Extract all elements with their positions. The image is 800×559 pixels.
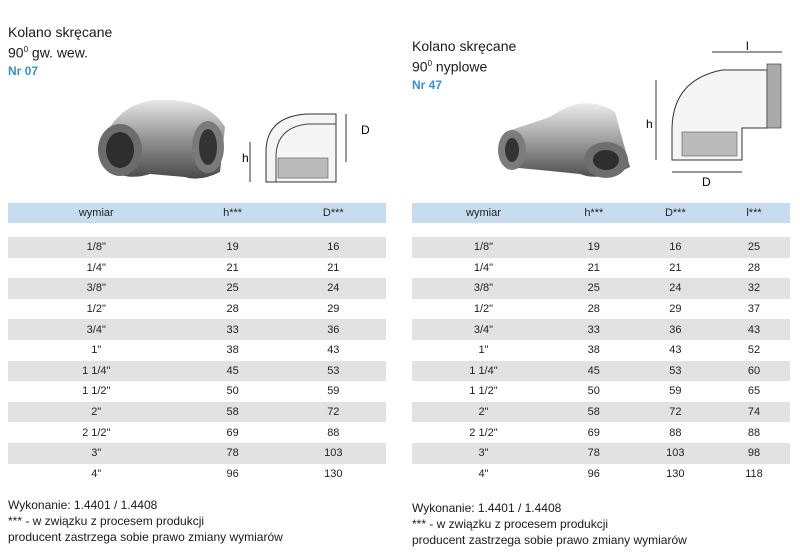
right-header-D: D***	[633, 203, 718, 223]
right-product-number: Nr 47	[412, 77, 443, 92]
left-header-h: h***	[185, 203, 281, 223]
left-footer-material: Wykonanie: 1.4401 / 1.4408	[8, 498, 158, 512]
left-title-line2: $90^0$ gw. wew.	[8, 44, 88, 61]
table-row: 1 1/2" 50 59	[8, 381, 386, 402]
table-row: 2" 58 72 74	[412, 402, 790, 423]
left-header-D: D***	[281, 203, 386, 223]
right-table-header-row	[412, 203, 790, 223]
right-footer	[412, 500, 687, 548]
elbow-nipple-photo	[490, 82, 640, 187]
table-row: 1" 38 43	[8, 340, 386, 361]
table-row: 1 1/2" 50 59 65	[412, 381, 790, 402]
table-row: 3" 78 103	[8, 443, 386, 464]
left-footer	[8, 497, 283, 545]
table-row: 1/8" 19 16	[8, 237, 386, 258]
table-row: 3/8" 25 24 32	[412, 278, 790, 299]
left-dimension-table	[8, 203, 386, 484]
left-footer-note2: producent zastrzega sobie prawo zmiany wymiarów	[8, 530, 283, 544]
right-l-label: l	[746, 40, 749, 53]
right-footer-note2: producent zastrzega sobie prawo zmiany wymiarów	[412, 533, 687, 547]
right-D-label: D	[702, 175, 711, 189]
right-title-line2: $90^0$ nyplowe	[412, 58, 488, 75]
right-title-line1: Kolano skręcane	[412, 38, 517, 54]
right-dimension-table	[412, 203, 790, 484]
right-header-l: l***	[718, 203, 790, 223]
right-header-wymiar: wymiar	[412, 203, 555, 223]
right-footer-material: Wykonanie: 1.4401 / 1.4408	[412, 501, 562, 515]
table-row: 3" 78 103 98	[412, 443, 790, 464]
left-title	[8, 24, 112, 80]
table-row: 1 1/4" 45 53 60	[412, 361, 790, 382]
table-row: 3/4" 33 36 43	[412, 319, 790, 340]
table-row: 1/2" 28 29	[8, 299, 386, 320]
table-row: 2" 58 72	[8, 402, 386, 423]
table-row: 2 1/2" 69 88	[8, 422, 386, 443]
left-title-line1: Kolano skręcane	[8, 24, 113, 40]
table-row: 1/4" 21 21	[8, 258, 386, 279]
table-row: 1/8" 19 16 25	[412, 237, 790, 258]
left-table-header-row	[8, 203, 386, 223]
table-row: 3/4" 33 36	[8, 319, 386, 340]
left-h-label: h	[242, 151, 249, 165]
table-row: 1/2" 28 29 37	[412, 299, 790, 320]
right-footer-note1: *** - w związku z procesem produkcji	[412, 517, 609, 531]
table-row: 3/8" 25 24	[8, 278, 386, 299]
elbow-female-drawing	[236, 102, 384, 190]
left-header-wymiar: wymiar	[8, 203, 185, 223]
table-row: 2 1/2" 69 88 88	[412, 422, 790, 443]
left-footer-note1: *** - w związku z procesem produkcji	[8, 514, 205, 528]
table-row: 1" 38 43 52	[412, 340, 790, 361]
left-product-number: Nr 07	[8, 63, 39, 78]
table-row: 1/4" 21 21 28	[412, 258, 790, 279]
table-row: 4" 96 130 118	[412, 464, 790, 485]
right-header-h: h***	[555, 203, 633, 223]
table-row: 1 1/4" 45 53	[8, 361, 386, 382]
elbow-nipple-drawing	[642, 40, 790, 192]
table-row: 4" 96 130	[8, 464, 386, 485]
elbow-female-photo	[90, 92, 240, 187]
right-h-label: h	[646, 117, 653, 131]
left-D-label: D	[361, 123, 370, 137]
